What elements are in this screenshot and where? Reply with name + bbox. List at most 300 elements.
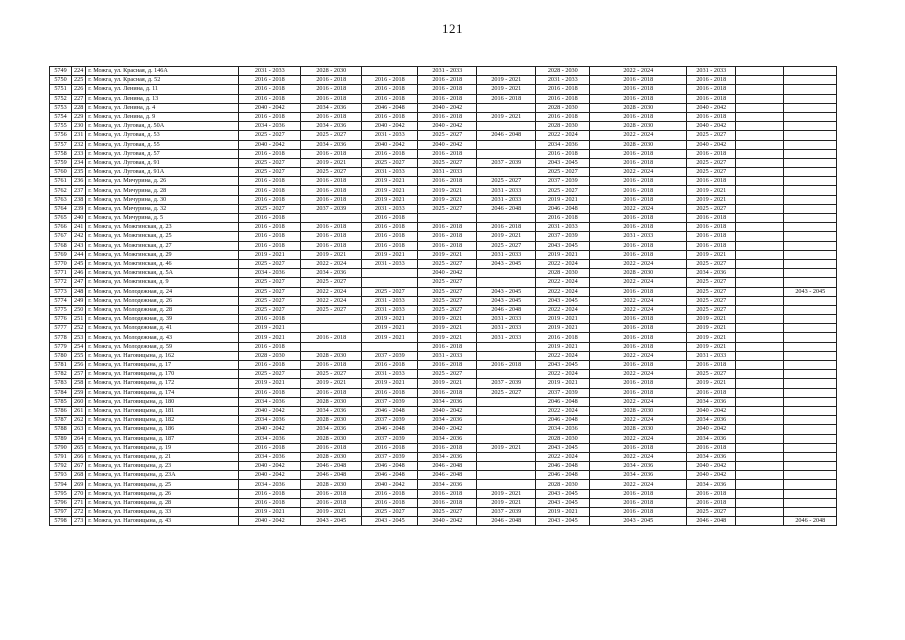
row-sequence-number: 225 <box>72 76 86 85</box>
row-period-9 <box>736 67 784 76</box>
row-period-3: 2019 - 2021 <box>362 195 418 204</box>
row-period-1: 2016 - 2018 <box>239 112 301 121</box>
row-period-4: 2040 - 2042 <box>418 103 477 112</box>
row-period-10 <box>784 434 837 443</box>
row-period-6: 2031 - 2033 <box>536 76 590 85</box>
row-period-4: 2025 - 2027 <box>418 305 477 314</box>
row-period-7: 2016 - 2018 <box>590 241 687 250</box>
row-period-8: 2016 - 2018 <box>687 149 736 158</box>
row-period-7: 2028 - 2030 <box>590 140 687 149</box>
row-period-7: 2016 - 2018 <box>590 361 687 370</box>
row-address: г. Можга, ул. Наговицына, д. 187 <box>86 434 239 443</box>
row-period-2: 2034 - 2036 <box>301 103 362 112</box>
row-period-9 <box>736 232 784 241</box>
row-period-8: 2019 - 2021 <box>687 342 736 351</box>
row-period-9 <box>736 168 784 177</box>
row-period-4: 2016 - 2018 <box>418 342 477 351</box>
row-sequence-number: 239 <box>72 204 86 213</box>
row-period-10 <box>784 278 837 287</box>
row-period-5: 2043 - 2045 <box>477 296 536 305</box>
row-period-3: 2019 - 2021 <box>362 333 418 342</box>
row-period-7: 2022 - 2024 <box>590 452 687 461</box>
table-row <box>50 517 837 526</box>
row-address: г. Можга, ул. Молодежная, д. 24 <box>86 287 239 296</box>
row-period-3: 2046 - 2048 <box>362 425 418 434</box>
row-period-10 <box>784 324 837 333</box>
row-period-3: 2016 - 2018 <box>362 498 418 507</box>
row-period-6: 2043 - 2045 <box>536 296 590 305</box>
row-period-4: 2031 - 2033 <box>418 168 477 177</box>
row-period-3: 2019 - 2021 <box>362 177 418 186</box>
row-period-8: 2016 - 2018 <box>687 388 736 397</box>
row-registry-number: 5782 <box>50 370 72 379</box>
row-sequence-number: 250 <box>72 305 86 314</box>
row-period-10 <box>784 158 837 167</box>
row-period-5: 2046 - 2048 <box>477 517 536 526</box>
row-period-1: 2016 - 2018 <box>239 232 301 241</box>
row-period-4: 2040 - 2042 <box>418 269 477 278</box>
row-sequence-number: 255 <box>72 351 86 360</box>
row-registry-number: 5777 <box>50 324 72 333</box>
row-sequence-number: 257 <box>72 370 86 379</box>
row-period-1: 2025 - 2027 <box>239 305 301 314</box>
row-period-6: 2019 - 2021 <box>536 508 590 517</box>
row-registry-number: 5795 <box>50 489 72 498</box>
table-row <box>50 342 837 351</box>
row-period-10 <box>784 149 837 158</box>
table-row <box>50 425 837 434</box>
row-period-6: 2022 - 2024 <box>536 406 590 415</box>
row-period-1: 2040 - 2042 <box>239 471 301 480</box>
repair-schedule-table <box>49 66 837 526</box>
row-registry-number: 5774 <box>50 296 72 305</box>
row-period-1: 2016 - 2018 <box>239 315 301 324</box>
row-sequence-number: 234 <box>72 158 86 167</box>
row-registry-number: 5749 <box>50 67 72 76</box>
row-period-6: 2022 - 2024 <box>536 287 590 296</box>
row-period-9 <box>736 186 784 195</box>
row-period-4: 2046 - 2048 <box>418 471 477 480</box>
row-period-1: 2034 - 2036 <box>239 434 301 443</box>
row-period-8: 2040 - 2042 <box>687 471 736 480</box>
row-period-1: 2016 - 2018 <box>239 195 301 204</box>
row-period-1: 2034 - 2036 <box>239 122 301 131</box>
row-period-6: 2037 - 2039 <box>536 232 590 241</box>
row-period-5 <box>477 269 536 278</box>
row-period-5: 2019 - 2021 <box>477 489 536 498</box>
row-sequence-number: 264 <box>72 434 86 443</box>
row-period-10 <box>784 471 837 480</box>
row-registry-number: 5798 <box>50 517 72 526</box>
row-address: г. Можга, ул. Мичурина, д. 30 <box>86 195 239 204</box>
row-period-7: 2016 - 2018 <box>590 158 687 167</box>
row-sequence-number: 260 <box>72 397 86 406</box>
row-period-6: 2019 - 2021 <box>536 379 590 388</box>
row-period-2: 2034 - 2036 <box>301 425 362 434</box>
row-sequence-number: 262 <box>72 416 86 425</box>
row-period-1: 2019 - 2021 <box>239 250 301 259</box>
row-address: г. Можга, ул. Наговицына, д. 186 <box>86 425 239 434</box>
row-registry-number: 5781 <box>50 361 72 370</box>
row-period-4: 2025 - 2027 <box>418 259 477 268</box>
row-period-10 <box>784 416 837 425</box>
row-period-2: 2037 - 2039 <box>301 204 362 213</box>
table-row <box>50 333 837 342</box>
row-period-1: 2025 - 2027 <box>239 296 301 305</box>
table-row <box>50 370 837 379</box>
row-address: г. Можга, ул. Луговая, д. 50А <box>86 122 239 131</box>
row-period-1: 2028 - 2030 <box>239 351 301 360</box>
row-period-10 <box>784 462 837 471</box>
row-period-4: 2019 - 2021 <box>418 333 477 342</box>
table-row <box>50 397 837 406</box>
row-period-6: 2043 - 2045 <box>536 158 590 167</box>
row-period-4: 2016 - 2018 <box>418 94 477 103</box>
row-period-5 <box>477 67 536 76</box>
row-sequence-number: 249 <box>72 296 86 305</box>
row-registry-number: 5786 <box>50 406 72 415</box>
table-row <box>50 140 837 149</box>
row-registry-number: 5758 <box>50 149 72 158</box>
row-period-7: 2016 - 2018 <box>590 94 687 103</box>
row-address: г. Можга, ул. Можгинская, д. 46 <box>86 259 239 268</box>
row-period-1: 2034 - 2036 <box>239 397 301 406</box>
row-sequence-number: 256 <box>72 361 86 370</box>
table-row <box>50 388 837 397</box>
row-period-2: 2016 - 2018 <box>301 186 362 195</box>
row-period-3: 2016 - 2018 <box>362 94 418 103</box>
row-period-3: 2025 - 2027 <box>362 508 418 517</box>
row-period-5 <box>477 480 536 489</box>
row-period-1: 2034 - 2036 <box>239 416 301 425</box>
row-registry-number: 5754 <box>50 112 72 121</box>
row-period-2: 2016 - 2018 <box>301 94 362 103</box>
row-period-8: 2046 - 2048 <box>687 517 736 526</box>
row-period-6: 2028 - 2030 <box>536 122 590 131</box>
row-period-1: 2016 - 2018 <box>239 223 301 232</box>
row-sequence-number: 228 <box>72 103 86 112</box>
row-period-1: 2016 - 2018 <box>239 489 301 498</box>
row-period-10 <box>784 388 837 397</box>
row-period-9 <box>736 214 784 223</box>
row-address: г. Можга, ул. Наговицына, д. 28 <box>86 498 239 507</box>
row-period-1: 2040 - 2042 <box>239 517 301 526</box>
table-row <box>50 223 837 232</box>
row-sequence-number: 261 <box>72 406 86 415</box>
row-period-9 <box>736 498 784 507</box>
row-address: г. Можга, ул. Можгинская, д. 9 <box>86 278 239 287</box>
row-period-3: 2031 - 2033 <box>362 259 418 268</box>
row-period-5 <box>477 370 536 379</box>
row-period-10 <box>784 232 837 241</box>
row-period-3: 2016 - 2018 <box>362 241 418 250</box>
row-period-5: 2019 - 2021 <box>477 76 536 85</box>
row-period-4: 2016 - 2018 <box>418 361 477 370</box>
table-row <box>50 379 837 388</box>
row-period-3: 2016 - 2018 <box>362 149 418 158</box>
row-period-4: 2016 - 2018 <box>418 498 477 507</box>
row-period-8: 2019 - 2021 <box>687 315 736 324</box>
row-period-3: 2016 - 2018 <box>362 361 418 370</box>
row-period-1: 2040 - 2042 <box>239 140 301 149</box>
row-period-2: 2019 - 2021 <box>301 379 362 388</box>
row-period-7: 2016 - 2018 <box>590 287 687 296</box>
row-period-4: 2025 - 2027 <box>418 158 477 167</box>
row-period-3: 2040 - 2042 <box>362 140 418 149</box>
row-period-2: 2028 - 2030 <box>301 452 362 461</box>
row-period-3: 2037 - 2039 <box>362 397 418 406</box>
row-sequence-number: 263 <box>72 425 86 434</box>
row-period-7: 2022 - 2024 <box>590 67 687 76</box>
row-period-5 <box>477 168 536 177</box>
row-registry-number: 5765 <box>50 214 72 223</box>
row-address: г. Можга, ул. Ленина, д. 11 <box>86 85 239 94</box>
row-address: г. Можга, ул. Наговицына, д. 19 <box>86 443 239 452</box>
row-period-4: 2016 - 2018 <box>418 112 477 121</box>
row-period-9 <box>736 425 784 434</box>
row-registry-number: 5787 <box>50 416 72 425</box>
table-row <box>50 324 837 333</box>
row-registry-number: 5760 <box>50 168 72 177</box>
row-period-2: 2022 - 2024 <box>301 259 362 268</box>
row-period-7: 2016 - 2018 <box>590 489 687 498</box>
row-period-7: 2016 - 2018 <box>590 195 687 204</box>
row-period-6: 2016 - 2018 <box>536 112 590 121</box>
table-row <box>50 149 837 158</box>
row-period-6: 2046 - 2048 <box>536 204 590 213</box>
row-period-10 <box>784 397 837 406</box>
row-period-6: 2028 - 2030 <box>536 269 590 278</box>
row-period-9 <box>736 342 784 351</box>
row-address: г. Можга, ул. Мичурина, д. 32 <box>86 204 239 213</box>
row-period-10 <box>784 498 837 507</box>
row-period-1: 2025 - 2027 <box>239 370 301 379</box>
row-period-7: 2022 - 2024 <box>590 296 687 305</box>
row-period-8: 2040 - 2042 <box>687 122 736 131</box>
row-period-10 <box>784 452 837 461</box>
row-period-2: 2016 - 2018 <box>301 195 362 204</box>
row-period-3: 2037 - 2039 <box>362 416 418 425</box>
row-period-7: 2016 - 2018 <box>590 498 687 507</box>
row-period-10 <box>784 112 837 121</box>
row-period-7: 2016 - 2018 <box>590 342 687 351</box>
row-sequence-number: 271 <box>72 498 86 507</box>
row-period-1: 2025 - 2027 <box>239 131 301 140</box>
row-period-5: 2043 - 2045 <box>477 259 536 268</box>
row-registry-number: 5753 <box>50 103 72 112</box>
row-period-3: 2019 - 2021 <box>362 250 418 259</box>
row-period-9 <box>736 296 784 305</box>
table-row <box>50 131 837 140</box>
row-sequence-number: 267 <box>72 462 86 471</box>
table-row <box>50 452 837 461</box>
row-period-8: 2025 - 2027 <box>687 287 736 296</box>
row-sequence-number: 232 <box>72 140 86 149</box>
row-period-1: 2040 - 2042 <box>239 425 301 434</box>
table-row <box>50 351 837 360</box>
row-period-5 <box>477 425 536 434</box>
row-period-5: 2031 - 2033 <box>477 333 536 342</box>
table-row <box>50 241 837 250</box>
row-registry-number: 5762 <box>50 186 72 195</box>
row-period-9 <box>736 333 784 342</box>
row-period-8: 2034 - 2036 <box>687 452 736 461</box>
row-period-10: 2043 - 2045 <box>784 287 837 296</box>
row-period-8: 2016 - 2018 <box>687 489 736 498</box>
row-period-7: 2028 - 2030 <box>590 122 687 131</box>
row-period-8: 2019 - 2021 <box>687 186 736 195</box>
row-period-4: 2016 - 2018 <box>418 76 477 85</box>
row-period-9 <box>736 112 784 121</box>
row-period-2: 2019 - 2021 <box>301 158 362 167</box>
row-period-1: 2016 - 2018 <box>239 342 301 351</box>
row-period-2: 2025 - 2027 <box>301 370 362 379</box>
row-period-5 <box>477 406 536 415</box>
row-address: г. Можга, ул. Наговицына, д. 162 <box>86 351 239 360</box>
row-address: г. Можга, ул. Красная, д. 52 <box>86 76 239 85</box>
row-period-8: 2016 - 2018 <box>687 498 736 507</box>
table-row <box>50 214 837 223</box>
row-period-5 <box>477 278 536 287</box>
row-registry-number: 5796 <box>50 498 72 507</box>
row-period-4 <box>418 214 477 223</box>
row-address: г. Можга, ул. Молодежная, д. 41 <box>86 324 239 333</box>
row-registry-number: 5778 <box>50 333 72 342</box>
row-registry-number: 5767 <box>50 232 72 241</box>
row-registry-number: 5783 <box>50 379 72 388</box>
row-period-3: 2025 - 2027 <box>362 287 418 296</box>
row-period-5 <box>477 140 536 149</box>
row-period-10 <box>784 425 837 434</box>
row-period-3 <box>362 269 418 278</box>
row-period-7: 2016 - 2018 <box>590 379 687 388</box>
row-period-1: 2016 - 2018 <box>239 498 301 507</box>
row-period-6: 2037 - 2039 <box>536 388 590 397</box>
row-period-6: 2016 - 2018 <box>536 85 590 94</box>
row-period-2: 2028 - 2030 <box>301 434 362 443</box>
row-period-1: 2016 - 2018 <box>239 85 301 94</box>
row-period-7: 2016 - 2018 <box>590 324 687 333</box>
row-registry-number: 5759 <box>50 158 72 167</box>
row-period-10 <box>784 443 837 452</box>
row-period-8: 2019 - 2021 <box>687 324 736 333</box>
row-period-2: 2028 - 2030 <box>301 67 362 76</box>
row-period-2: 2034 - 2036 <box>301 122 362 131</box>
row-registry-number: 5780 <box>50 351 72 360</box>
row-registry-number: 5789 <box>50 434 72 443</box>
row-period-6: 2046 - 2048 <box>536 397 590 406</box>
table-row <box>50 259 837 268</box>
row-period-8: 2016 - 2018 <box>687 94 736 103</box>
row-period-3: 2037 - 2039 <box>362 351 418 360</box>
row-period-2: 2034 - 2036 <box>301 269 362 278</box>
row-period-6: 2046 - 2048 <box>536 462 590 471</box>
row-address: г. Можга, ул. Наговицына, д. 43 <box>86 517 239 526</box>
row-period-4: 2034 - 2036 <box>418 397 477 406</box>
row-sequence-number: 258 <box>72 379 86 388</box>
row-sequence-number: 235 <box>72 168 86 177</box>
row-period-7: 2016 - 2018 <box>590 177 687 186</box>
row-period-1: 2025 - 2027 <box>239 158 301 167</box>
row-period-3: 2016 - 2018 <box>362 223 418 232</box>
row-address: г. Можга, ул. Наговицына, д. 181 <box>86 406 239 415</box>
row-period-3: 2031 - 2033 <box>362 305 418 314</box>
row-sequence-number: 252 <box>72 324 86 333</box>
row-period-5 <box>477 434 536 443</box>
table-row <box>50 76 837 85</box>
row-registry-number: 5794 <box>50 480 72 489</box>
row-sequence-number: 248 <box>72 287 86 296</box>
row-period-6: 2043 - 2045 <box>536 517 590 526</box>
row-period-8: 2025 - 2027 <box>687 278 736 287</box>
row-period-5: 2031 - 2033 <box>477 315 536 324</box>
row-period-9 <box>736 158 784 167</box>
row-registry-number: 5790 <box>50 443 72 452</box>
row-period-9 <box>736 223 784 232</box>
row-period-1: 2016 - 2018 <box>239 177 301 186</box>
row-period-5: 2031 - 2033 <box>477 195 536 204</box>
row-period-3: 2031 - 2033 <box>362 296 418 305</box>
row-period-4: 2031 - 2033 <box>418 351 477 360</box>
row-registry-number: 5764 <box>50 204 72 213</box>
row-period-2: 2016 - 2018 <box>301 76 362 85</box>
row-period-8: 2040 - 2042 <box>687 406 736 415</box>
row-period-1: 2016 - 2018 <box>239 443 301 452</box>
row-sequence-number: 246 <box>72 269 86 278</box>
row-period-5 <box>477 462 536 471</box>
row-period-3: 2046 - 2048 <box>362 406 418 415</box>
row-period-9 <box>736 351 784 360</box>
table-row <box>50 204 837 213</box>
row-period-7: 2016 - 2018 <box>590 315 687 324</box>
row-period-1: 2025 - 2027 <box>239 204 301 213</box>
row-period-4: 2019 - 2021 <box>418 195 477 204</box>
row-period-10 <box>784 508 837 517</box>
row-period-5: 2025 - 2027 <box>477 241 536 250</box>
row-period-5: 2037 - 2039 <box>477 508 536 517</box>
row-period-4: 2016 - 2018 <box>418 85 477 94</box>
row-period-9 <box>736 177 784 186</box>
row-period-10 <box>784 269 837 278</box>
row-period-2: 2016 - 2018 <box>301 223 362 232</box>
row-period-7: 2031 - 2033 <box>590 232 687 241</box>
row-period-10 <box>784 103 837 112</box>
row-period-7: 2034 - 2036 <box>590 471 687 480</box>
row-sequence-number: 244 <box>72 250 86 259</box>
row-sequence-number: 226 <box>72 85 86 94</box>
row-registry-number: 5755 <box>50 122 72 131</box>
row-address: г. Можга, ул. Мичурина, д. 5 <box>86 214 239 223</box>
row-period-6: 2016 - 2018 <box>536 214 590 223</box>
row-period-1: 2025 - 2027 <box>239 278 301 287</box>
row-period-8: 2031 - 2033 <box>687 351 736 360</box>
row-period-2: 2034 - 2036 <box>301 140 362 149</box>
row-period-2: 2016 - 2018 <box>301 489 362 498</box>
row-period-6: 2043 - 2045 <box>536 498 590 507</box>
row-period-5 <box>477 471 536 480</box>
row-period-9 <box>736 103 784 112</box>
row-address: г. Можга, ул. Наговицына, д. 174 <box>86 388 239 397</box>
row-period-6: 2046 - 2048 <box>536 471 590 480</box>
row-period-7: 2022 - 2024 <box>590 259 687 268</box>
row-period-9 <box>736 149 784 158</box>
row-period-4: 2040 - 2042 <box>418 425 477 434</box>
row-period-8: 2034 - 2036 <box>687 480 736 489</box>
row-period-3: 2019 - 2021 <box>362 379 418 388</box>
row-period-8: 2025 - 2027 <box>687 131 736 140</box>
row-address: г. Можга, ул. Наговицына, д. 172 <box>86 379 239 388</box>
row-period-9 <box>736 131 784 140</box>
